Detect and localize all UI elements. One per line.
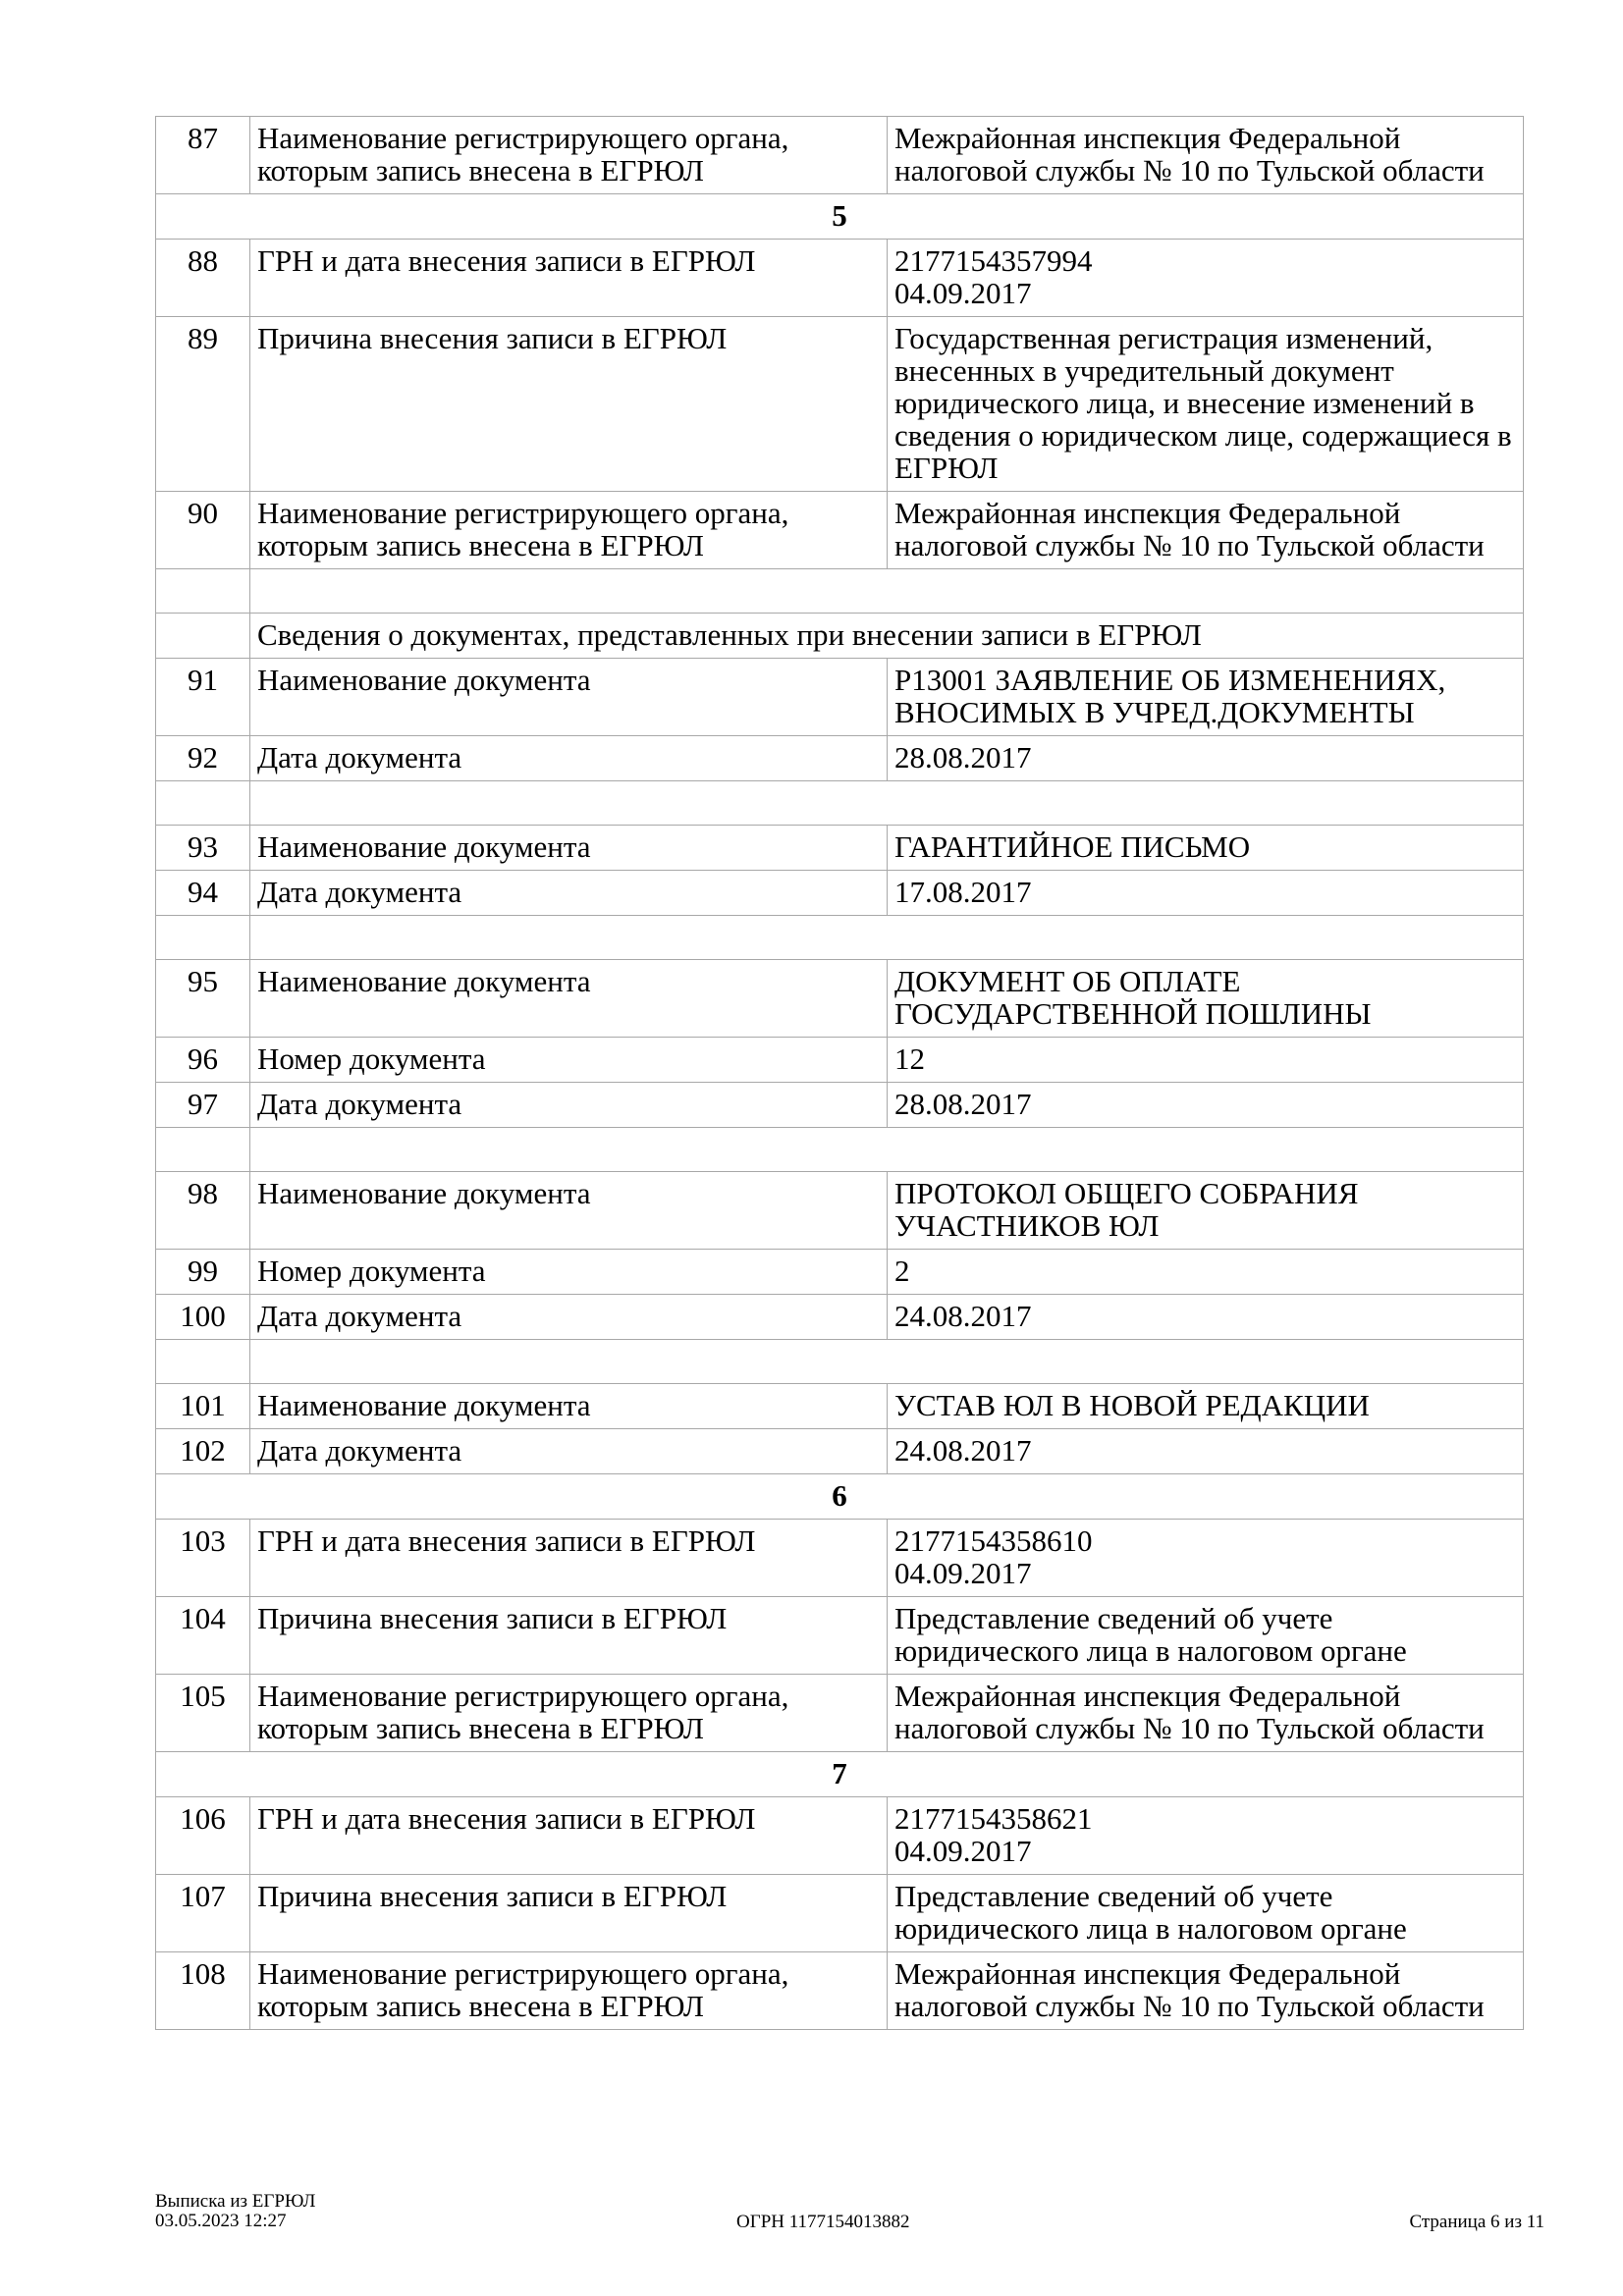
field-label: Дата документа [250, 1083, 888, 1128]
section-number: 6 [156, 1474, 1524, 1520]
row-number: 94 [156, 871, 250, 916]
field-label: Наименование регистрирующего органа, которым запись внесена в ЕГРЮЛ [250, 1952, 888, 2030]
empty-cell [250, 1340, 1524, 1384]
table-row [156, 1597, 1524, 1675]
blank-row [156, 569, 1524, 614]
field-value: 28.08.2017 [888, 1083, 1524, 1128]
row-number: 96 [156, 1038, 250, 1083]
table-row [156, 1250, 1524, 1295]
table-row [156, 117, 1524, 194]
table-row [156, 1520, 1524, 1597]
field-value: ГАРАНТИЙНОЕ ПИСЬМО [888, 826, 1524, 871]
field-label: Причина внесения записи в ЕГРЮЛ [250, 317, 888, 492]
field-label: ГРН и дата внесения записи в ЕГРЮЛ [250, 1520, 888, 1597]
row-number: 89 [156, 317, 250, 492]
row-number: 91 [156, 659, 250, 736]
table-row [156, 1675, 1524, 1752]
empty-cell [156, 916, 250, 960]
field-value: 24.08.2017 [888, 1295, 1524, 1340]
field-label: Наименование регистрирующего органа, которым запись внесена в ЕГРЮЛ [250, 1675, 888, 1752]
field-value: ПРОТОКОЛ ОБЩЕГО СОБРАНИЯ УЧАСТНИКОВ ЮЛ [888, 1172, 1524, 1250]
table-row [156, 492, 1524, 569]
field-label: ГРН и дата внесения записи в ЕГРЮЛ [250, 240, 888, 317]
row-number: 93 [156, 826, 250, 871]
field-label: Наименование документа [250, 1172, 888, 1250]
field-value: 12 [888, 1038, 1524, 1083]
row-number: 95 [156, 960, 250, 1038]
row-number: 104 [156, 1597, 250, 1675]
empty-cell [250, 781, 1524, 826]
row-number: 98 [156, 1172, 250, 1250]
footer-document-title-and-date: Выписка из ЕГРЮЛ 03.05.2023 12:27 [155, 2191, 316, 2231]
table-row [156, 1038, 1524, 1083]
table-row [156, 240, 1524, 317]
table-row [156, 736, 1524, 781]
table-row [156, 1172, 1524, 1250]
table-row [156, 1875, 1524, 1952]
section-number: 7 [156, 1752, 1524, 1797]
field-value: Р13001 ЗАЯВЛЕНИЕ ОБ ИЗМЕНЕНИЯХ, ВНОСИМЫХ В УЧРЕД.ДОКУМЕНТЫ [888, 659, 1524, 736]
section-header-row [156, 1474, 1524, 1520]
subheader-title: Сведения о документах, представленных при внесении записи в ЕГРЮЛ [250, 614, 1524, 659]
field-label: Наименование документа [250, 826, 888, 871]
field-value: Межрайонная инспекция Федеральной налоговой службы № 10 по Тульской области [888, 1675, 1524, 1752]
field-label: Дата документа [250, 871, 888, 916]
empty-cell [250, 569, 1524, 614]
field-label: Наименование документа [250, 659, 888, 736]
table-row [156, 1384, 1524, 1429]
row-number: 105 [156, 1675, 250, 1752]
field-value: ДОКУМЕНТ ОБ ОПЛАТЕ ГОСУДАРСТВЕННОЙ ПОШЛИНЫ [888, 960, 1524, 1038]
row-number: 100 [156, 1295, 250, 1340]
field-value: Представление сведений об учете юридического лица в налоговом органе [888, 1597, 1524, 1675]
field-value: 2 [888, 1250, 1524, 1295]
table-row [156, 871, 1524, 916]
row-number: 90 [156, 492, 250, 569]
field-value: 2177154358610 04.09.2017 [888, 1520, 1524, 1597]
egrul-extract-table [155, 116, 1524, 2030]
field-label: Дата документа [250, 736, 888, 781]
field-label: Дата документа [250, 1429, 888, 1474]
table-row [156, 659, 1524, 736]
blank-row [156, 916, 1524, 960]
row-number: 99 [156, 1250, 250, 1295]
field-value: Представление сведений об учете юридического лица в налоговом органе [888, 1875, 1524, 1952]
field-label: Причина внесения записи в ЕГРЮЛ [250, 1875, 888, 1952]
field-label: Номер документа [250, 1038, 888, 1083]
row-number: 102 [156, 1429, 250, 1474]
empty-cell [156, 1340, 250, 1384]
blank-row [156, 1340, 1524, 1384]
empty-cell [250, 916, 1524, 960]
table-row [156, 317, 1524, 492]
table-row [156, 1952, 1524, 2030]
row-number: 92 [156, 736, 250, 781]
table-row [156, 960, 1524, 1038]
field-label: ГРН и дата внесения записи в ЕГРЮЛ [250, 1797, 888, 1875]
field-value: Межрайонная инспекция Федеральной налоговой службы № 10 по Тульской области [888, 117, 1524, 194]
row-number: 106 [156, 1797, 250, 1875]
section-header-row [156, 1752, 1524, 1797]
table-row [156, 1797, 1524, 1875]
table-row [156, 1429, 1524, 1474]
field-label: Наименование документа [250, 1384, 888, 1429]
empty-cell [156, 569, 250, 614]
field-value: 17.08.2017 [888, 871, 1524, 916]
section-header-row [156, 194, 1524, 240]
empty-cell [156, 781, 250, 826]
empty-cell [156, 614, 250, 659]
field-label: Номер документа [250, 1250, 888, 1295]
field-value: Межрайонная инспекция Федеральной налоговой службы № 10 по Тульской области [888, 492, 1524, 569]
subheader-row [156, 614, 1524, 659]
row-number: 108 [156, 1952, 250, 2030]
row-number: 103 [156, 1520, 250, 1597]
field-value: Государственная регистрация изменений, внесенных в учредительный документ юридического лица, и внесение изменений в сведения о юридическом лице, содержащиеся в ЕГРЮЛ [888, 317, 1524, 492]
field-label: Наименование регистрирующего органа, которым запись внесена в ЕГРЮЛ [250, 117, 888, 194]
row-number: 107 [156, 1875, 250, 1952]
field-label: Дата документа [250, 1295, 888, 1340]
row-number: 88 [156, 240, 250, 317]
empty-cell [250, 1128, 1524, 1172]
field-value: 28.08.2017 [888, 736, 1524, 781]
field-value: УСТАВ ЮЛ В НОВОЙ РЕДАКЦИИ [888, 1384, 1524, 1429]
field-value: 24.08.2017 [888, 1429, 1524, 1474]
table-row [156, 1295, 1524, 1340]
row-number: 97 [156, 1083, 250, 1128]
empty-cell [156, 1128, 250, 1172]
row-number: 87 [156, 117, 250, 194]
field-label: Причина внесения записи в ЕГРЮЛ [250, 1597, 888, 1675]
blank-row [156, 781, 1524, 826]
field-label: Наименование документа [250, 960, 888, 1038]
blank-row [156, 1128, 1524, 1172]
field-value: 2177154358621 04.09.2017 [888, 1797, 1524, 1875]
field-label: Наименование регистрирующего органа, которым запись внесена в ЕГРЮЛ [250, 492, 888, 569]
table-row [156, 826, 1524, 871]
row-number: 101 [156, 1384, 250, 1429]
footer-ogrn: ОГРН 1177154013882 [736, 2212, 910, 2232]
table-row [156, 1083, 1524, 1128]
section-number: 5 [156, 194, 1524, 240]
footer-page-number: Страница 6 из 11 [1409, 2212, 1544, 2232]
field-value: 2177154357994 04.09.2017 [888, 240, 1524, 317]
field-value: Межрайонная инспекция Федеральной налоговой службы № 10 по Тульской области [888, 1952, 1524, 2030]
